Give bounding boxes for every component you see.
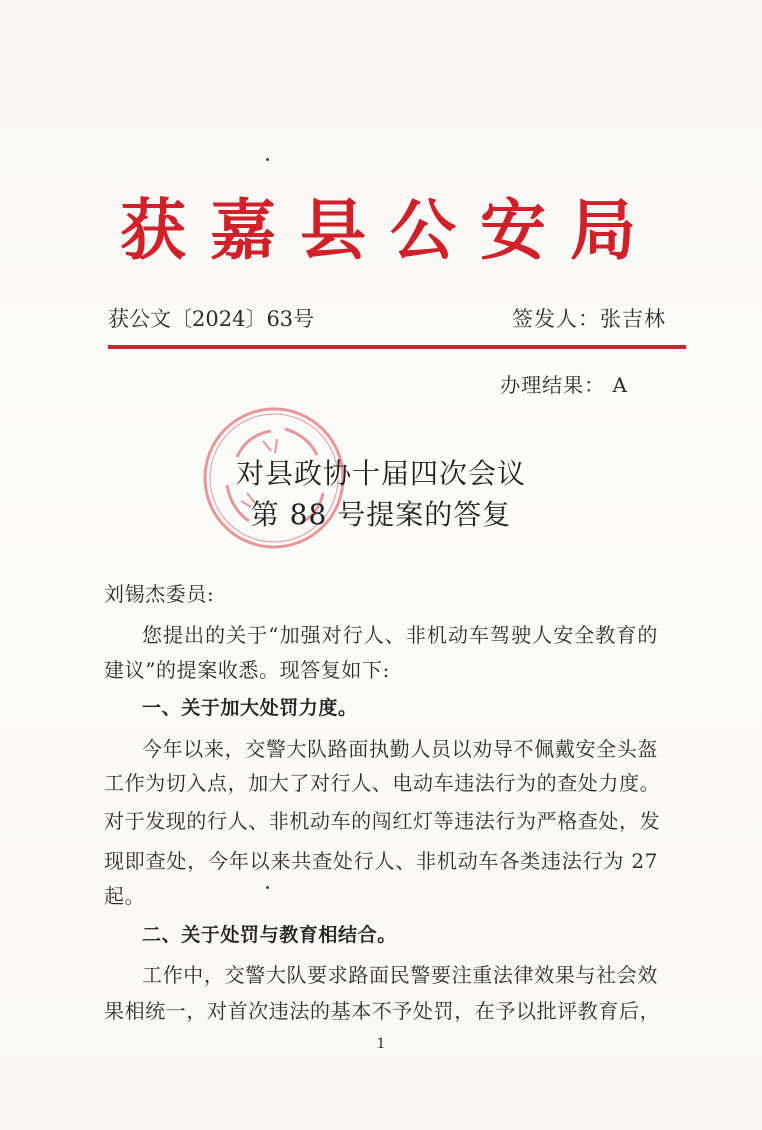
scan-speck [266,158,269,161]
para1-line1: 您提出的关于“加强对行人、非机动车驾驶人安全教育的 [142,623,658,647]
para3-line2: 果相统一，对首次违法的基本不予处罚，在予以批评教育后， [104,999,661,1023]
para1-line2: 建议”的提案收悉。现答复如下: [104,658,390,682]
salutation: 刘锡杰委员: [104,582,215,606]
org-title: 获嘉县公安局 [120,191,660,269]
section-heading-2: 二、关于处罚与教育相结合。 [142,924,397,946]
para2-line3: 对于发现的行人、非机动车的闯红灯等违法行为严格查处，发 [104,809,661,833]
handling-result: 办理结果： A [500,373,628,397]
subject-line-1: 对县政协十届四次会议 [235,457,526,490]
section-heading-1: 一、关于加大处罚力度。 [142,697,358,719]
para2-line1: 今年以来，交警大队路面执勤人员以劝导不佩戴安全头盔 [142,737,658,761]
red-divider [108,345,686,349]
scan-speck [266,886,269,889]
para2-line5: 起。 [104,884,146,908]
page-number: 1 [376,1036,386,1052]
para2-line2: 工作为切入点，加大了对行人、电动车违法行为的查处力度。 [104,771,661,795]
para3-line1: 工作中，交警大队要求路面民警要注重法律效果与社会效 [142,963,658,987]
subject-line-2: 第 88 号提案的答复 [250,498,512,531]
doc-number: 获公文〔2024〕63号 [108,307,315,331]
para2-line4: 现即查处，今年以来共查处行人、非机动车各类违法行为 27 [104,849,658,873]
signer: 签发人：张吉林 [512,307,666,331]
